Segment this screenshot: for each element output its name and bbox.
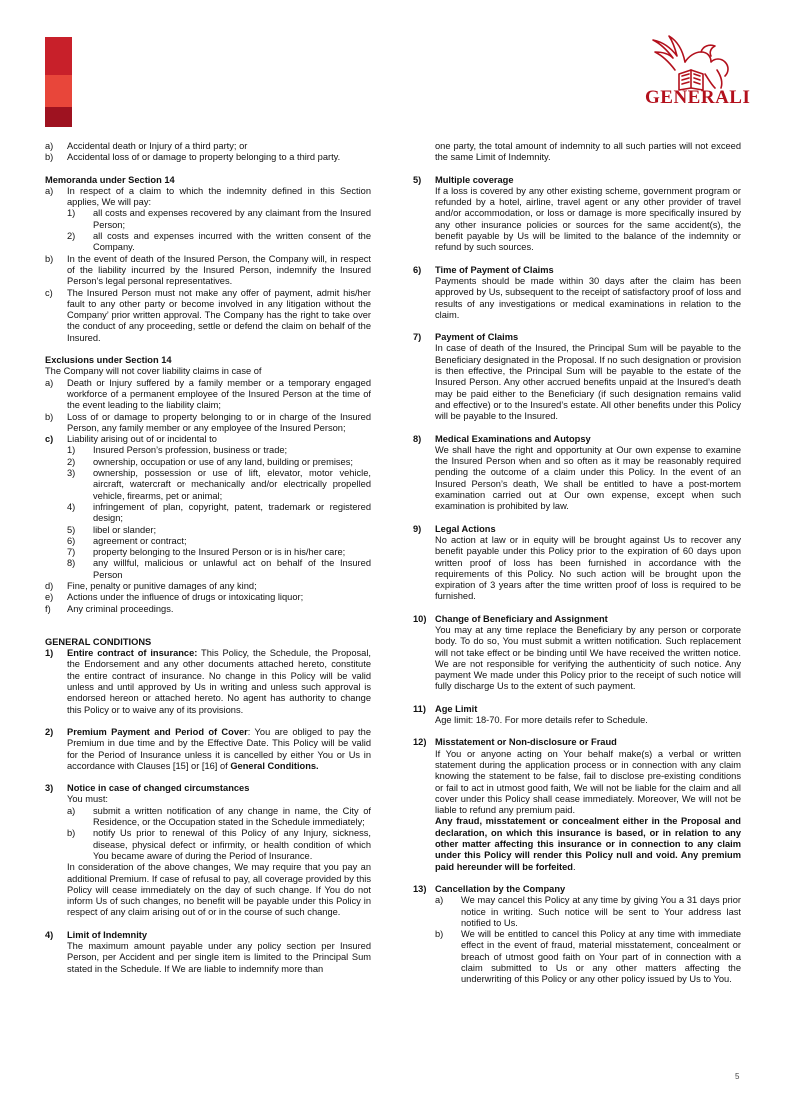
list-text: ownership, possession or use of lift, elevator, motor vehicle, aircraft, watercraft or mechanically and/or electrically propelled vehicle, firearms, pet or animal; — [93, 468, 371, 501]
sub-list-item — [45, 457, 371, 468]
list-marker: 4) — [67, 501, 76, 512]
list-text: We will be entitled to cancel this Policy at any time with immediate effect in the event of fraud, material misstatement, concealment or breach of utmost good faith on Your part of in connection with a claim submitted to Us or any other matters affecting the underwriting of this Policy or any other policy issued by Us to You. — [461, 929, 741, 985]
list-marker: 8) — [67, 558, 76, 569]
fraud-warning-tail: . — [572, 861, 576, 872]
list-marker: a) — [45, 141, 54, 151]
brand-bar-bottom — [45, 107, 72, 127]
condition-2 — [45, 727, 371, 772]
condition-heading: Payment of Claims — [435, 332, 519, 343]
list-text: We may cancel this Policy at any time by giving You a 31 days prior notice in writing. Such notice will be sent to Your address last notified to Us. — [461, 895, 741, 928]
list-item — [45, 288, 371, 344]
sub-list-item — [45, 828, 371, 862]
list-text: The Insured Person must not make any offer of payment, admit his/her fault to any other party or become involved in any litigation without the Company’ prior written approval. The Company has the right to take over the conduct of any proceeding, settle or defend the claim on behalf of the Insured. — [67, 287, 371, 343]
list-item — [45, 592, 371, 603]
list-text: any willful, malicious or unlawful act on behalf of the Insured Person — [93, 558, 371, 580]
condition-heading: Multiple coverage — [435, 174, 514, 185]
list-text: notify Us prior to renewal of this Policy of any Injury, sickness, disease, physical defect or infirmity, or health condition of which You became aware of during the Period of Insurance. — [93, 828, 371, 861]
section-number: 13) — [413, 883, 427, 894]
condition-text: Payments should be made within 30 days after the claim has been approved by Us, subsequent to the receipt of satisfactory proof of loss and results of any investigations or medical examinations in relation to the claim. — [435, 275, 741, 320]
generali-logo — [645, 34, 751, 108]
condition-text: You may at any time replace the Beneficiary by any person or corporate body. To do so, You must submit a written notification. Such replacement will not take effect or be binding until We have received the written notice. We are not responsible for verifying the authenticity of such notice. Any payment We made under this Policy prior to the receipt of such notice will fully discharge Us to the extent of such payment. — [435, 624, 741, 692]
right-column — [413, 141, 741, 986]
condition-text: If a loss is covered by any other existing scheme, government program or refunded by a hotel, airline, travel agent or any other provider of travel and/or accommodation, or loss or damage is more specifically insured by any other insurance policies or sources for the same accident(s), the benefit payable by Us will be limited to the balance of the indemnity or refund by such sources. — [435, 185, 741, 253]
list-marker: 6) — [67, 535, 76, 546]
list-text: libel or slander; — [93, 524, 157, 535]
sub-list-item — [45, 558, 371, 581]
condition-heading: Change of Beneficiary and Assignment — [435, 613, 608, 624]
winged-lion-icon — [645, 34, 745, 92]
fraud-warning-bold: Any fraud, misstatement or concealment either in the Proposal and declaration, on which this insurance is based, or in relation to any other matter affecting this insurance or in connection to any claim under this Policy will render this Policy null and void. Any premium paid hereunder will be forfeited — [435, 816, 741, 872]
list-text: all costs and expenses recovered by any claimant from the Insured Person; — [93, 208, 371, 230]
section-number: 6) — [413, 264, 422, 275]
list-item — [45, 604, 371, 615]
list-item — [45, 254, 371, 288]
list-marker: b) — [45, 411, 54, 422]
list-text: all costs and expenses incurred with the written consent of the Company. — [93, 231, 371, 253]
list-text: Actions under the influence of drugs or intoxicating liquor; — [67, 592, 304, 603]
list-text: Death or Injury suffered by a family member or a temporary engaged workforce of a permanent employee of the Insured Person at the time of the event leading to the liability claim; — [67, 377, 371, 411]
condition-5 — [413, 175, 741, 186]
list-text: Fine, penalty or punitive damages of any kind; — [67, 580, 257, 591]
condition-text: This Policy, the Schedule, the Proposal, the Endorsement and any other documents attached hereto, constitute the entire contract of insurance. No change in this Policy will be valid unless and until approved by Us in writing and unless such approval is endorsed hereon or attached hereto. No agent has authority to change this Policy or to waive any of its provisions. — [67, 648, 371, 715]
list-marker: 1) — [67, 208, 76, 219]
list-marker: d) — [45, 580, 54, 591]
list-item — [45, 152, 371, 163]
brand-bar-middle — [45, 75, 72, 107]
condition-text: : You are obliged to pay the Premium in due time and by the Effective Date. This Policy will be valid for the Period of Insurance unless it is cancelled by either You or Us in accordance with Clauses [15] or [16] of — [67, 726, 371, 771]
condition-text: If You or anyone acting on Your behalf make(s) a verbal or written statement during the application process or in connection with any claim knowing the statement to be false, fail to disclose pre-existing conditions or fail to act in utmost good faith, We will not be liable for the claim and all cover under this Policy shall cease immediately. Moreover, We will not be liable to refund any premium paid. — [435, 748, 741, 816]
condition-9 — [413, 524, 741, 535]
list-text: agreement or contract; — [93, 535, 187, 546]
sub-list-item — [45, 502, 371, 525]
condition-4 — [45, 930, 371, 941]
list-marker: a) — [45, 377, 54, 388]
list-item — [45, 186, 371, 209]
condition-12 — [413, 737, 741, 748]
list-marker: a) — [67, 805, 76, 816]
condition-heading: Entire contract of insurance: — [67, 648, 198, 659]
condition-heading: Cancellation by the Company — [435, 883, 566, 894]
sub-list-item — [45, 231, 371, 254]
exclusions-intro: The Company will not cover liability claims in case of — [45, 366, 262, 377]
list-marker: 2) — [67, 456, 76, 467]
list-marker: a) — [435, 895, 444, 906]
condition-text-bold: General Conditions. — [230, 760, 319, 771]
condition-11 — [413, 704, 741, 715]
section-number: 3) — [45, 783, 54, 794]
list-text: infringement of plan, copyright, patent, trademark or registered design; — [93, 501, 371, 524]
condition-7 — [413, 332, 741, 343]
list-marker: b) — [45, 253, 54, 264]
list-marker: 3) — [67, 468, 76, 479]
list-text: Any criminal proceedings. — [67, 603, 174, 614]
sub-list-item — [45, 468, 371, 502]
condition-heading: Premium Payment and Period of Cover — [67, 726, 248, 737]
sub-list-item — [45, 525, 371, 536]
list-marker: e) — [45, 592, 54, 603]
condition-text: The maximum amount payable under any policy section per Insured Person, per Accident and per single item is limited to the Principal Sum stated in the Schedule. If We are liable to indemnify more than — [67, 941, 371, 974]
list-marker: b) — [435, 929, 444, 940]
list-text: property belonging to the Insured Person or is in his/her care; — [93, 547, 346, 558]
sub-list-item — [45, 536, 371, 547]
condition-1 — [45, 648, 371, 716]
general-conditions-heading: GENERAL CONDITIONS — [45, 636, 152, 647]
condition-13 — [413, 884, 741, 895]
list-marker: 1) — [67, 445, 76, 456]
list-text: ownership, occupation or use of any land, building or premises; — [93, 456, 353, 467]
list-text: Accidental death or Injury of a third party; or — [67, 141, 248, 151]
condition-heading: Notice in case of changed circumstances — [67, 783, 250, 794]
section-number: 9) — [413, 523, 422, 534]
condition-heading: Misstatement or Non-disclosure or Fraud — [435, 737, 617, 748]
fraud-warning — [413, 816, 741, 872]
list-item — [45, 141, 371, 152]
condition-heading: Limit of Indemnity — [67, 929, 148, 940]
list-marker: b) — [67, 828, 76, 839]
list-text: In the event of death of the Insured Person, the Company will, in respect of the liability incurred by the Insured Person, indemnify the Insured Person’s legal personal representatives. — [67, 253, 371, 287]
section-number: 4) — [45, 929, 54, 940]
continued-text: one party, the total amount of indemnity to all such parties will not exceed the same Limit of Indemnity. — [435, 141, 741, 163]
condition-text: Age limit: 18-70. For more details refer to Schedule. — [435, 715, 648, 726]
list-text: Loss of or damage to property belonging to or in charge of the Insured Person, any family member or any employee of the Insured Person; — [67, 411, 371, 433]
sub-list-item — [413, 895, 741, 929]
condition-8 — [413, 434, 741, 445]
list-marker: 5) — [67, 524, 76, 535]
memoranda-heading: Memoranda under Section 14 — [45, 174, 175, 185]
condition-text: We shall have the right and opportunity at Our own expense to examine the Insured Person when and so often as it may be reasonably required pending the outcome of a claim under this Policy. In the event of an Insured Person’s death, We shall be entitled to have a post-mortem examination carried out at Our own expense, except when such examination is prohibited by law. — [435, 444, 741, 512]
sub-list-item — [413, 929, 741, 985]
list-marker: a) — [45, 185, 54, 196]
list-text: Insured Person’s profession, business or trade; — [93, 445, 288, 456]
brand-name: GENERALI — [645, 87, 751, 108]
list-marker: 7) — [67, 547, 76, 558]
condition-3 — [45, 783, 371, 794]
list-marker: c) — [45, 434, 54, 445]
sub-list-item — [45, 208, 371, 231]
brand-bar-top — [45, 37, 72, 75]
condition-heading: Medical Examinations and Autopsy — [435, 433, 591, 444]
section-number: 11) — [413, 703, 426, 714]
left-column — [45, 141, 371, 975]
list-text: Liability arising out of or incidental to — [67, 434, 217, 445]
condition-heading: Time of Payment of Claims — [435, 264, 554, 275]
list-item — [45, 378, 371, 412]
list-item — [45, 412, 371, 435]
list-marker: b) — [45, 152, 54, 163]
condition-text: No action at law or in equity will be brought against Us to recover any benefit payable under this Policy prior to the expiration of 60 days upon written proof of loss has been furnished in accordance with the requirements of this Policy. No such action will be brought upon the expiration of 3 years after the time written proof of loss is required to be furnished. — [435, 534, 741, 602]
condition-10 — [413, 614, 741, 625]
condition-heading: Age Limit — [435, 703, 478, 714]
section-number: 10) — [413, 613, 427, 624]
section-number: 5) — [413, 174, 422, 185]
exclusions-heading: Exclusions under Section 14 — [45, 355, 172, 366]
list-text: submit a written notification of any change in name, the City of Residence, or the Occupation stated in the Schedule immediately; — [93, 805, 371, 828]
section-number: 12) — [413, 737, 427, 748]
list-marker: f) — [45, 603, 51, 614]
list-item — [45, 434, 371, 445]
list-marker: c) — [45, 287, 53, 298]
list-marker: 2) — [67, 231, 76, 242]
sub-list-item — [45, 806, 371, 829]
condition-text: In case of death of the Insured, the Principal Sum will be payable to the Beneficiary designated in the Proposal. If no such designation or provision is then effective, the Principal Sum will be payable to the estate of the Insured Person. Any other accrued benefits unpaid at the Insured’s death may be paid either to the Beneficiary (if such designation remains valid and effective) or to the Insured’s estate. All other benefits under this Policy will be payable to the Insured. — [435, 343, 741, 422]
section-number: 8) — [413, 433, 422, 444]
section-number: 1) — [45, 648, 54, 659]
section-number: 7) — [413, 332, 422, 343]
list-item — [45, 581, 371, 592]
condition-6 — [413, 265, 741, 276]
section-number: 2) — [45, 726, 54, 737]
condition-text: You must: — [67, 794, 109, 805]
condition-heading: Legal Actions — [435, 523, 496, 534]
sub-list-item — [45, 445, 371, 456]
condition-text: In consideration of the above changes, We may require that you pay an additional Premium. If case of refusal to pay, all coverage provided by this Policy will cease immediately on the day of such change. If You do not inform Us of such changes, no benefit will be payable under this Policy in respect of any claim arising out of or in the course of such change. — [67, 862, 371, 918]
list-text: In respect of a claim to which the indemnity defined in this Section applies, We will pay: — [67, 185, 371, 208]
list-text: Accidental loss of or damage to property belonging to a third party. — [67, 152, 341, 163]
sub-list-item — [45, 547, 371, 558]
page-number: 5 — [735, 1072, 740, 1081]
